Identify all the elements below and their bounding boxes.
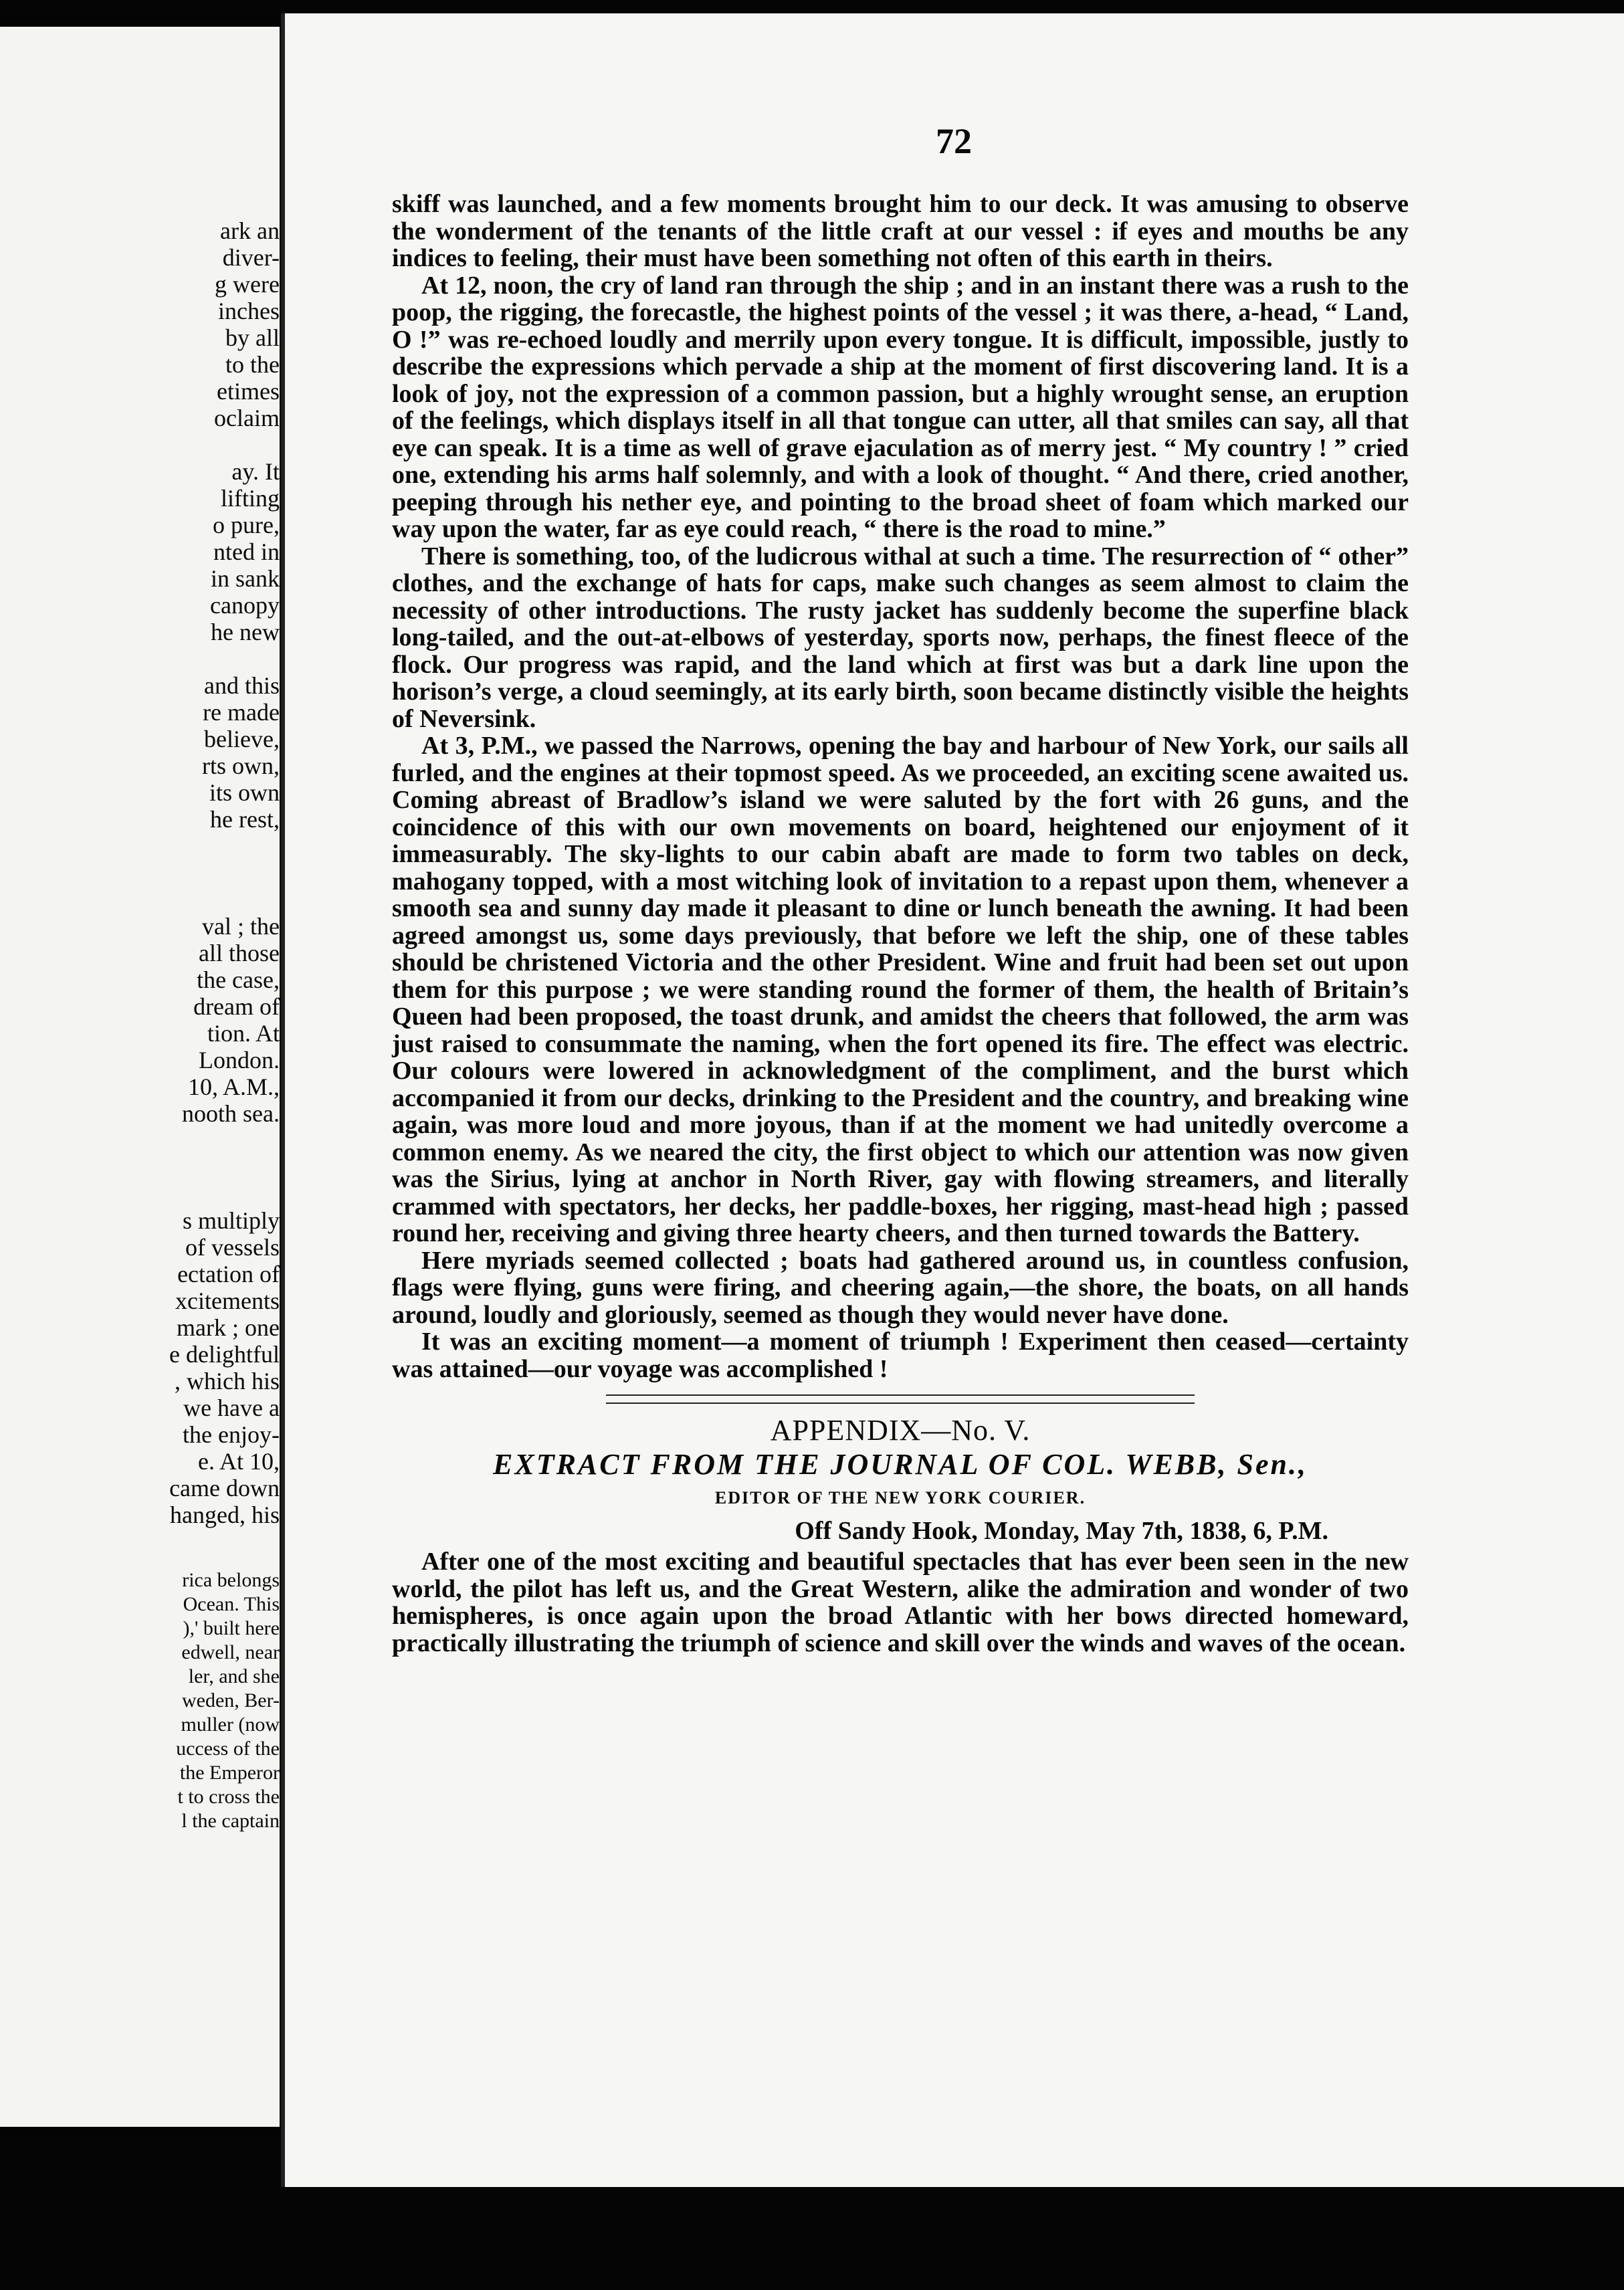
left-line: tion. At [207,1020,280,1047]
left-line: and this [204,672,280,699]
left-footnote-line: the Emperor [179,1762,280,1784]
left-line: he rest, [210,806,280,833]
appendix-title: APPENDIX—No. V. [770,1414,1031,1447]
left-line: re made [203,699,280,726]
left-line: he new [211,619,280,645]
paragraph-2: At 12, noon, the cry of land ran through the ship ; and in an instant there was a rush to the poop, the rigging, the forecastle, the highest points of the vessel ; it was there, a-head, “ Land, O !” was re-echoed loudly and merrily upon every tongue. It is difficult, impossible, justly to describe the expressions which pervade a ship at the moment of first discovering land. It is a look of joy, not the expression of a common passion, but a highly wrought sense, an eruption of the feelings, which displays itself in all that tongue can utter, all that smiles can say, all that eye can speak. It is a time as well of grave ejaculation as of merry jest. “ My country ! ” cried one, extending his arms half solemnly, and with a look of thought. “ And there, cried another, peeping through his nether eye, and pointing to the broad sheet of foam which marked our way upon the water, far as eye could reach, “ there is the road to mine.” [392,271,1409,543]
left-line: diver- [222,244,280,271]
left-line: inches [218,298,280,324]
editor-line: EDITOR OF THE NEW YORK COURIER. [714,1488,1086,1507]
left-line: London. [199,1047,280,1073]
left-line: etimes [217,378,280,405]
left-line: mark ; one [177,1314,280,1341]
left-line: dream of [193,993,280,1020]
left-line: all those [199,940,280,966]
left-footnote-line: Ocean. This [183,1593,280,1615]
left-line: hanged, his [170,1501,280,1528]
left-footnote-line: ler, and she [188,1665,280,1687]
paragraph-5: Here myriads seemed collected ; boats had gathered around us, in countless confusion, flags were flying, guns were firing, and cheering again,—the shore, the boats, on all hands around, loudly and gloriously, seemed as though they would never have done. [392,1246,1409,1329]
section-divider [606,1394,1195,1404]
left-line: e. At 10, [198,1448,280,1475]
paragraph-6: It was an exciting moment—a moment of triumph ! Experiment then ceased—certainty was attained—our voyage was accomplished ! [392,1328,1409,1383]
left-line: by all [225,324,280,351]
left-line: 10, A.M., [187,1073,280,1100]
body-text [392,191,1409,1657]
left-line: of vessels [185,1234,280,1261]
left-footnote-line: ),' built here [183,1617,280,1639]
left-line: canopy [210,592,280,619]
final-paragraph: After one of the most exciting and beautiful spectacles that has ever been seen in the new world, the pilot has left us, and the Great Western, alike the admiration and wonder of two hemispheres, is once again upon the broad Atlantic with her bows directed homeward, practically illustrating the triumph of science and skill over the winds and waves of the ocean. [392,1548,1409,1657]
left-footnote-line: weden, Ber- [181,1689,280,1711]
paragraph-4: At 3, P.M., we passed the Narrows, opening the bay and harbour of New York, our sails all furled, and the engines at their topmost speed. As we proceeded, an exciting scene awaited us. Coming abreast of Bradlow’s island we were saluted by the fort with 26 guns, and the coincidence of this with our own movements on board, heightened our enjoyment of it immeasurably. The sky-lights to our cabin abaft are made to form two tables on deck, mahogany topped, with a most witching look of invitation to a repast upon them, whenever a smooth sea and sunny day made it pleasant to dine or lunch beneath the awning. It had been agreed amongst us, some days previously, that before we left the ship, one of these tables should be christened Victoria and the other President. Wine and fruit had been set out upon them for this purpose ; we were standing round the former of them, the health of Britain’s Queen had been proposed, the toast drunk, and amidst the cheers that followed, the arm was just raised to consummate the naming, when the fort opened its fire. The effect was electric. Our colours were lowered in acknowledgment of the compliment, and the burst which accompanied it from our decks, drinking to the President and the country, and breaking wine again, was more loud and more joyous, than if at the moment we had unitedly overcome a common enemy. As we neared the city, the first object to which our attention was now given was the Sirius, lying at anchor in North River, gay with flowing streamers, and literally crammed with spectators, her decks, her paddle-boxes, her rigging, mast-head high ; passed round her, receiving and giving three hearty cheers, and then turned towards the Battery. [392,732,1409,1247]
left-line: believe, [204,726,280,752]
left-line: nooth sea. [182,1100,280,1127]
left-line: to the [225,351,280,378]
left-line: came down [169,1475,280,1501]
left-page-fragment [0,27,280,2127]
dateline: Off Sandy Hook, Monday, May 7th, 1838, 6, P.M. [795,1516,1328,1545]
main-page [281,13,1624,2187]
left-line: ectation of [177,1261,280,1287]
left-line: ay. It [231,458,280,485]
extract-title: EXTRACT FROM THE JOURNAL OF COL. WEBB, Sen., [493,1447,1308,1481]
paragraph-3: There is something, too, of the ludicrous withal at such a time. The resurrection of “ other” clothes, and the exchange of hats for caps, make such changes as seem almost to claim the necessity of other introductions. The rusty jacket has suddenly become the superfine black long-tailed, and the out-at-elbows of yesterday, sports now, perhaps, the finest fleece of the flock. Our progress was rapid, and the land which at first was but a dark line upon the horison’s verge, a cloud seemingly, at its early birth, soon became distinctly visible the heights of Neversink. [392,542,1409,733]
left-line: ark an [220,217,280,244]
left-line: val ; the [202,913,280,940]
left-line: lifting [221,485,280,512]
left-line: g were [215,271,280,298]
left-footnote-line: t to cross the [177,1786,280,1808]
left-line: oclaim [214,405,280,431]
left-footnote-line: edwell, near [181,1641,280,1663]
left-line: the enjoy- [183,1421,280,1448]
left-line: its own [209,779,280,806]
left-line: we have a [183,1394,280,1421]
left-footnote-line: uccess of the [176,1738,280,1760]
left-footnote-line: muller (now [181,1713,280,1736]
left-line: xcitements [175,1287,280,1314]
left-line: e delightful [169,1341,280,1368]
left-line: the case, [197,966,280,993]
page-number: 72 [936,121,972,161]
left-line: rts own, [202,752,280,779]
left-footnote-line: l the captain [181,1810,280,1832]
left-line: s multiply [182,1207,280,1234]
left-line: , which his [175,1368,280,1394]
left-line: nted in [213,538,280,565]
paragraph-1: skiff was launched, and a few moments brought him to our deck. It was amusing to observe the wonderment of the tenants of the little craft at our vessel : if eyes and mouths be any indices to feeling, their must have been something not often of this earth in theirs. [392,190,1409,272]
left-footnote-line: rica belongs [182,1569,280,1591]
left-line: o pure, [213,512,280,538]
left-line: in sank [211,565,280,592]
